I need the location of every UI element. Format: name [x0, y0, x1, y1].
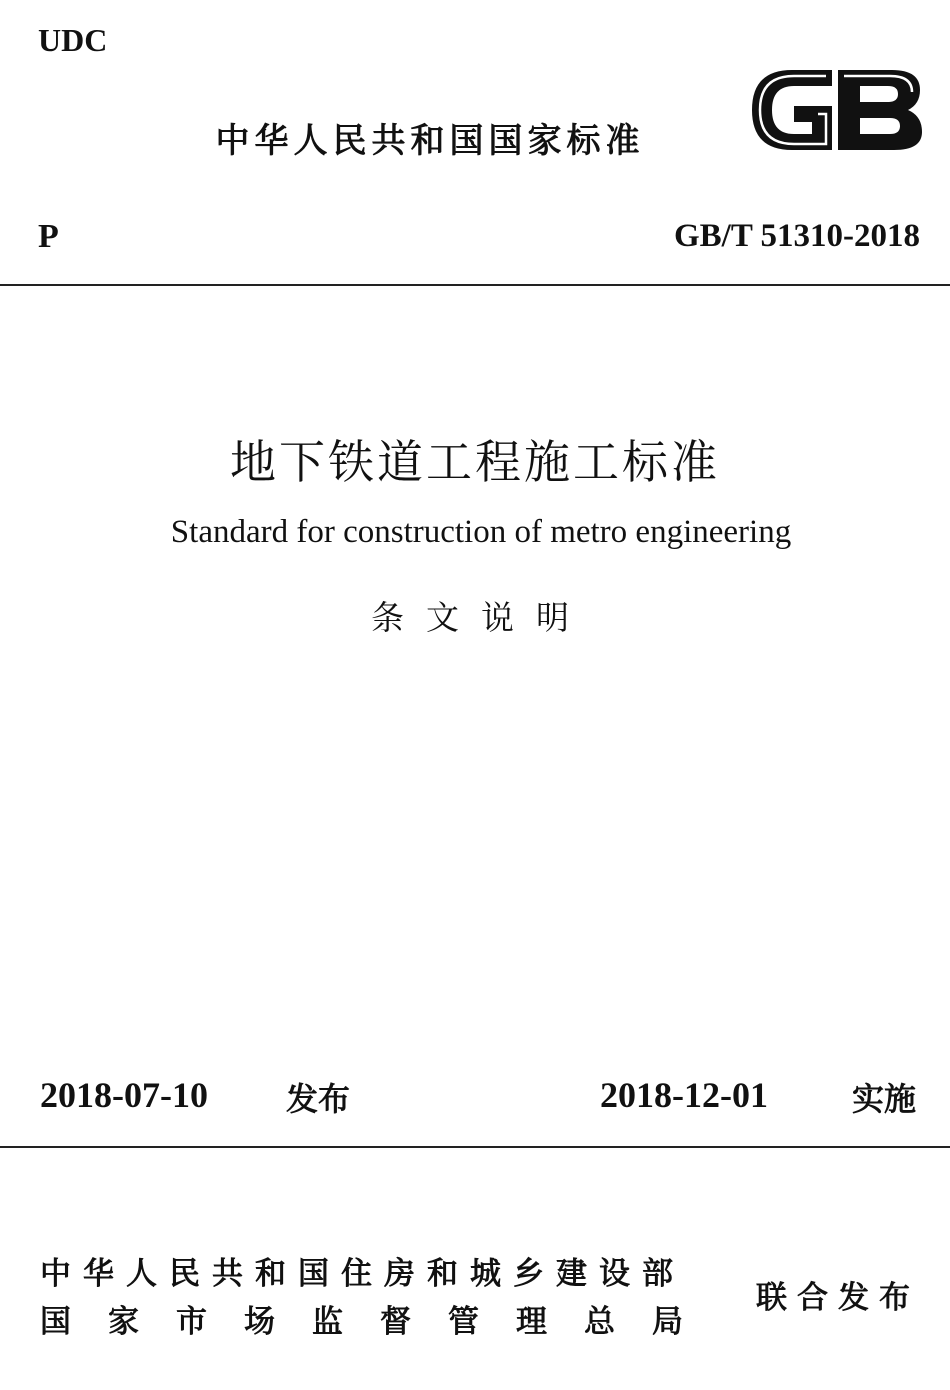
standard-type: 中华人民共和国国家标准 [215, 121, 645, 161]
title-chinese: 地下铁道工程施工标准 [230, 435, 720, 489]
title-english: Standard for construction of metro engineering [170, 514, 792, 550]
udc-label: UDC [38, 22, 108, 58]
top-divider [0, 284, 950, 286]
subtitle: 条文说明 [371, 598, 591, 637]
gb-logo-icon [748, 66, 924, 154]
implement-date: 2018-12-01 [600, 1075, 768, 1115]
publisher-line-1: 中华人民共和国住房和城乡建设部 [40, 1256, 685, 1292]
issue-label: 发布 [286, 1080, 351, 1118]
standard-number: GB/T 51310-2018 [673, 218, 920, 254]
bottom-divider [0, 1146, 950, 1148]
publisher-line-2: 国家市场监督管理总局 [40, 1304, 720, 1340]
joint-publish-label: 联合发布 [756, 1280, 920, 1316]
issue-date: 2018-07-10 [40, 1075, 208, 1115]
implement-label: 实施 [852, 1080, 917, 1118]
category-code: P [38, 218, 59, 255]
